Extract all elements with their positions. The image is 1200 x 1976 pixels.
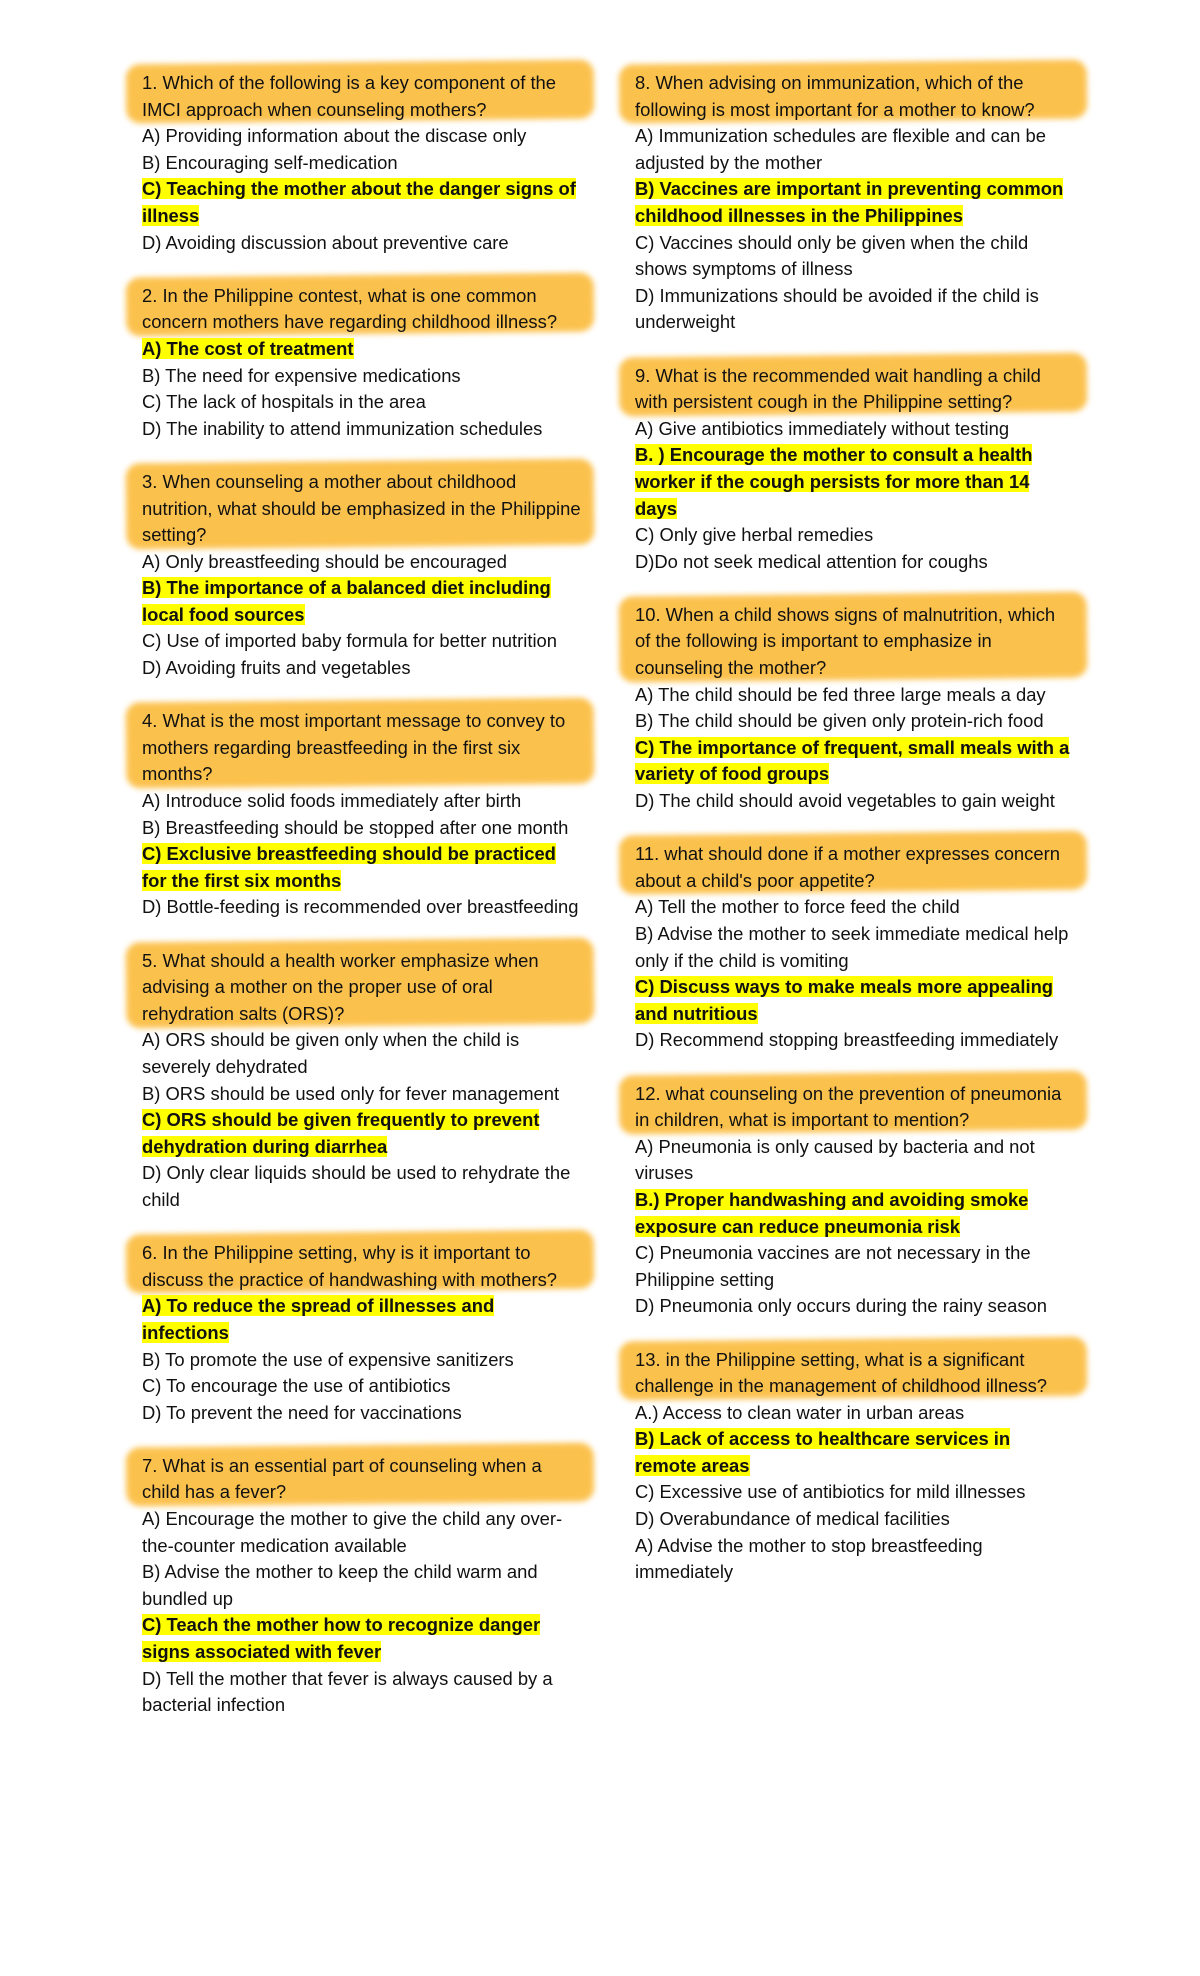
answer-option [635, 921, 1075, 974]
option-text: B) Advise the mother to seek immediate medical help only if the child is vomiting [635, 923, 1069, 971]
answer-option [635, 283, 1075, 336]
option-text: A) Tell the mother to force feed the child [635, 896, 960, 918]
question-text: 8. When advising on immunization, which of the following is most important for a mother to know? [635, 72, 1035, 120]
answer-option [142, 1160, 582, 1213]
question-text: 5. What should a health worker emphasize when advising a mother on the proper use of oral rehydration salts (ORS)? [142, 949, 539, 1024]
right-column [635, 70, 1075, 1612]
option-text: B) The importance of a balanced diet including local food sources [142, 577, 551, 625]
option-text: A) The cost of treatment [142, 337, 354, 359]
option-text: D) Immunizations should be avoided if the child is underweight [635, 284, 1039, 333]
answer-option [635, 230, 1075, 283]
option-text: D) Pneumonia only occurs during the rainy season [635, 1295, 1047, 1317]
option-text: C) The lack of hospitals in the area [142, 391, 426, 413]
answer-option [142, 363, 582, 390]
option-text: A) Advise the mother to stop breastfeeding immediately [635, 1534, 983, 1583]
correct-answer [635, 1187, 1075, 1240]
option-text: D) Tell the mother that fever is always caused by a bacterial infection [142, 1667, 553, 1716]
option-text: C) Discuss ways to make meals more appealing and nutritious [635, 976, 1054, 1024]
answer-option [142, 389, 582, 416]
correct-answer [142, 1293, 582, 1346]
option-text: D) Only clear liquids should be used to rehydrate the child [142, 1162, 571, 1210]
option-text: B) ORS should be used only for fever management [142, 1082, 560, 1104]
question-text: 4. What is the most important message to convey to mothers regarding breastfeeding in the first six months? [142, 710, 566, 785]
question-stem [142, 283, 582, 336]
answer-option [142, 1559, 582, 1612]
answer-option [142, 788, 582, 815]
question-stem [635, 70, 1075, 123]
question-stem [635, 1081, 1075, 1134]
correct-answer [142, 841, 582, 894]
answer-option [635, 788, 1075, 815]
question-block [142, 1240, 582, 1426]
option-text: C) Only give herbal remedies [635, 524, 874, 546]
correct-answer [635, 974, 1075, 1027]
option-text: C) Use of imported baby formula for better nutrition [142, 630, 557, 652]
answer-option [142, 549, 582, 576]
correct-answer [142, 1612, 582, 1665]
left-column [142, 70, 582, 1745]
correct-answer [142, 575, 582, 628]
answer-option [635, 1293, 1075, 1320]
question-stem [635, 841, 1075, 894]
answer-option [635, 1400, 1075, 1427]
option-text: B) Breastfeeding should be stopped after one month [142, 816, 569, 838]
answer-option [142, 1081, 582, 1108]
option-text: A.) Access to clean water in urban areas [635, 1401, 965, 1423]
question-stem [142, 1240, 582, 1293]
correct-answer [635, 1426, 1075, 1479]
answer-option [635, 1027, 1075, 1054]
answer-option [142, 1373, 582, 1400]
answer-option [142, 416, 582, 443]
question-text: 6. In the Philippine setting, why is it important to discuss the practice of handwashing with mothers? [142, 1242, 558, 1290]
answer-option [142, 1400, 582, 1427]
option-text: D) To prevent the need for vaccinations [142, 1401, 462, 1423]
correct-answer [142, 176, 582, 229]
option-text: C) To encourage the use of antibiotics [142, 1375, 451, 1397]
correct-answer [142, 336, 582, 363]
option-text: D) Recommend stopping breastfeeding immediately [635, 1029, 1059, 1051]
option-text: A) ORS should be given only when the child is severely dehydrated [142, 1029, 520, 1077]
answer-option [635, 1506, 1075, 1533]
question-block [635, 1347, 1075, 1586]
option-text: D) The child should avoid vegetables to gain weight [635, 790, 1055, 812]
question-block [635, 363, 1075, 576]
answer-option [635, 708, 1075, 735]
question-block [635, 1081, 1075, 1320]
question-text: 12. what counseling on the prevention of pneumonia in children, what is important to mention? [635, 1082, 1062, 1131]
answer-option [142, 123, 582, 150]
correct-answer [142, 1107, 582, 1160]
answer-option [142, 655, 582, 682]
option-text: C) Teaching the mother about the danger signs of illness [142, 178, 576, 226]
option-text: A) Immunization schedules are flexible and can be adjusted by the mother [635, 125, 1046, 173]
option-text: A) To reduce the spread of illnesses and infections [142, 1295, 495, 1343]
option-text: B) The child should be given only protein-rich food [635, 710, 1044, 732]
question-block [142, 708, 582, 921]
question-block [142, 283, 582, 443]
question-stem [142, 948, 582, 1028]
answer-option [635, 1134, 1075, 1187]
answer-option [142, 150, 582, 177]
option-text: B.) Proper handwashing and avoiding smoke exposure can reduce pneumonia risk [635, 1188, 1029, 1237]
question-text: 3. When counseling a mother about childhood nutrition, what should be emphasized in the Philippine setting? [142, 470, 581, 546]
question-stem [635, 363, 1075, 416]
question-stem [142, 70, 582, 123]
option-text: C) The importance of frequent, small meals with a variety of food groups [635, 736, 1070, 785]
answer-option [142, 815, 582, 842]
option-text: D) Avoiding discussion about preventive care [142, 231, 509, 253]
option-text: C) ORS should be given frequently to prevent dehydration during diarrhea [142, 1109, 540, 1157]
option-text: A) Only breastfeeding should be encouraged [142, 550, 507, 572]
option-text: B) Lack of access to healthcare services in remote areas [635, 1428, 1011, 1476]
answer-option [142, 1027, 582, 1080]
question-stem [635, 1347, 1075, 1400]
option-text: A) The child should be fed three large meals a day [635, 683, 1046, 705]
answer-option [635, 1533, 1075, 1586]
answer-option [142, 230, 582, 257]
correct-answer [635, 735, 1075, 788]
answer-option [635, 682, 1075, 709]
option-text: B) The need for expensive medications [142, 364, 461, 386]
answer-option [635, 1240, 1075, 1293]
answer-option [635, 894, 1075, 921]
option-text: D) The inability to attend immunization schedules [142, 417, 543, 439]
answer-option [635, 416, 1075, 443]
question-block [142, 70, 582, 256]
question-text: 10. When a child shows signs of malnutrition, which of the following is important to emphasize in counseling the mother? [635, 603, 1056, 679]
option-text: D) Bottle-feeding is recommended over breastfeeding [142, 896, 579, 918]
answer-option [635, 549, 1075, 576]
question-text: 9. What is the recommended wait handling a child with persistent cough in the Philippine setting? [635, 364, 1041, 413]
question-text: 2. In the Philippine contest, what is one common concern mothers have regarding childhood illness? [142, 284, 558, 333]
option-text: D)Do not seek medical attention for coughs [635, 550, 988, 572]
option-text: D) Overabundance of medical facilities [635, 1508, 950, 1530]
question-block [142, 469, 582, 682]
answer-option [142, 894, 582, 921]
answer-option [635, 522, 1075, 549]
answer-option [142, 1347, 582, 1374]
answer-option [635, 1479, 1075, 1506]
option-text: B) Vaccines are important in preventing common childhood illnesses in the Philippines [635, 178, 1064, 226]
question-block [635, 841, 1075, 1054]
question-block [142, 1453, 582, 1719]
option-text: C) Exclusive breastfeeding should be practiced for the first six months [142, 843, 556, 891]
answer-option [635, 123, 1075, 176]
answer-option [142, 628, 582, 655]
option-text: A) Give antibiotics immediately without testing [635, 417, 1010, 439]
option-text: D) Avoiding fruits and vegetables [142, 657, 411, 679]
answer-option [142, 1666, 582, 1719]
option-text: A) Introduce solid foods immediately after birth [142, 790, 522, 812]
option-text: C) Pneumonia vaccines are not necessary in the Philippine setting [635, 1242, 1031, 1290]
question-text: 13. in the Philippine setting, what is a significant challenge in the management of childhood illness? [635, 1348, 1048, 1397]
question-stem [142, 469, 582, 549]
answer-option [142, 1506, 582, 1559]
option-text: C) Teach the mother how to recognize danger signs associated with fever [142, 1614, 541, 1663]
option-text: B) Advise the mother to keep the child warm and bundled up [142, 1561, 538, 1609]
option-text: B) Encouraging self-medication [142, 151, 398, 173]
option-text: C) Excessive use of antibiotics for mild illnesses [635, 1481, 1026, 1503]
question-block [635, 602, 1075, 815]
option-text: C) Vaccines should only be given when the child shows symptoms of illness [635, 231, 1029, 280]
option-text: A) Pneumonia is only caused by bacteria and not viruses [635, 1135, 1035, 1184]
question-text: 1. Which of the following is a key component of the IMCI approach when counseling mothers? [142, 72, 557, 120]
question-block [635, 70, 1075, 336]
correct-answer [635, 442, 1075, 522]
option-text: B. ) Encourage the mother to consult a health worker if the cough persists for more than 14 days [635, 444, 1033, 519]
correct-answer [635, 176, 1075, 229]
question-stem [142, 708, 582, 788]
question-block [142, 948, 582, 1214]
question-stem [142, 1453, 582, 1506]
question-text: 7. What is an essential part of counseling when a child has a fever? [142, 1454, 542, 1503]
option-text: A) Encourage the mother to give the child any over-the-counter medication available [142, 1508, 563, 1556]
option-text: A) Providing information about the discase only [142, 125, 527, 147]
question-stem [635, 602, 1075, 682]
option-text: B) To promote the use of expensive sanitizers [142, 1348, 514, 1370]
question-text: 11. what should done if a mother expresses concern about a child's poor appetite? [635, 843, 1060, 891]
